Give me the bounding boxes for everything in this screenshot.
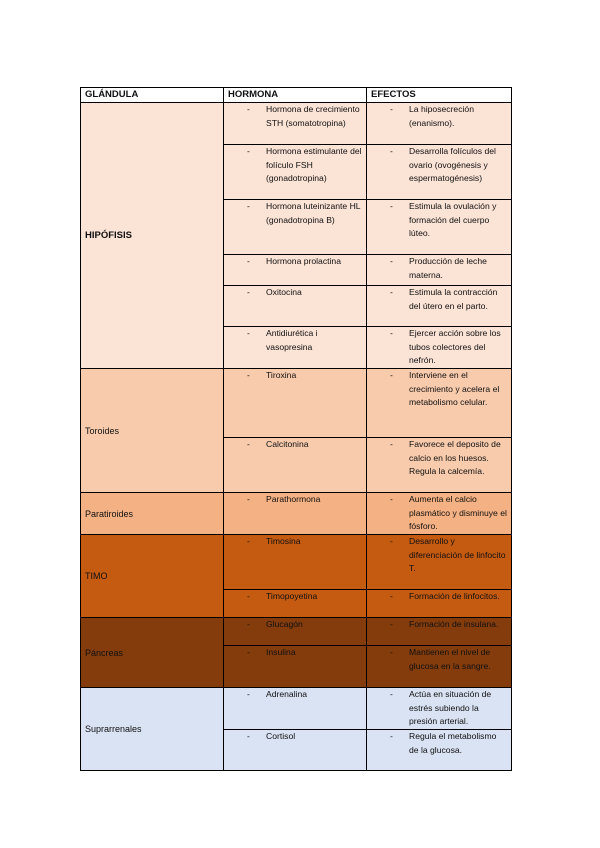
hormone-name: Antidiurética i vasopresina [266,328,318,352]
hormone-name: Timopoyetina [266,591,318,601]
hormone-cell [224,255,367,286]
effect-cell [367,145,512,200]
hormone-cell [224,103,367,145]
bullet-dash: - [247,619,250,629]
effect-text: Interviene en el crecimiento y acelera el metabolismo celular. [409,370,500,408]
bullet-dash: - [390,256,393,266]
bullet-dash: - [390,287,393,297]
effect-text: Favorece el deposito de calcio en los huesos. Regula la calcemía. [409,439,501,477]
bullet-dash: - [390,731,393,741]
hormone-cell [224,618,367,646]
gland-name: TIMO [81,535,224,618]
hormone-name: Hormona estimulante del folículo FSH (gonadotropina) [266,146,362,184]
bullet-dash: - [247,287,250,297]
bullet-dash: - [247,494,250,504]
hormone-cell [224,493,367,535]
hormone-name: Hormona de crecimiento STH (somatotropina) [266,104,360,128]
effect-cell [367,730,512,771]
hormone-cell [224,286,367,327]
bullet-dash: - [247,536,250,546]
header-row [81,88,512,103]
hormone-cell [224,327,367,369]
bullet-dash: - [247,647,250,657]
table-row [81,618,512,646]
bullet-dash: - [247,591,250,601]
effect-cell [367,286,512,327]
header-efectos: EFECTOS [367,88,512,103]
bullet-dash: - [390,146,393,156]
effect-text: Producción de leche materna. [409,256,487,280]
bullet-dash: - [247,256,250,266]
hormone-cell [224,145,367,200]
hormone-name: Cortisol [266,731,296,741]
effect-cell [367,535,512,590]
effect-cell [367,327,512,369]
bullet-dash: - [247,104,250,114]
hormone-cell [224,200,367,255]
bullet-dash: - [247,201,250,211]
hormone-cell [224,438,367,493]
hormone-name: Insulina [266,647,296,657]
hormone-name: Glucagón [266,619,303,629]
effect-text: Aumenta el calcio plasmático y disminuye el fósforo. [409,494,507,532]
bullet-dash: - [390,328,393,338]
table-row [81,103,512,145]
effect-cell [367,103,512,145]
effect-text: Actúa en situación de estrés subiendo la presión arterial. [409,689,492,727]
hormone-cell [224,688,367,730]
effect-text: Desarrollo y diferenciación de linfocito T. [409,536,506,574]
hormone-name: Calcitonina [266,439,309,449]
hormone-cell [224,369,367,438]
bullet-dash: - [390,619,393,629]
bullet-dash: - [390,689,393,699]
table-row [81,369,512,438]
hormone-name: Oxitocina [266,287,302,297]
bullet-dash: - [247,146,250,156]
effect-text: Mantienen el nivel de glucosa en la sangre. [409,647,491,671]
gland-name: HIPÓFISIS [81,103,224,369]
bullet-dash: - [390,591,393,601]
bullet-dash: - [390,201,393,211]
effect-text: La hiposecreción (enanismo). [409,104,474,128]
bullet-dash: - [390,647,393,657]
hormone-table [80,87,512,771]
gland-name: Paratiroides [81,493,224,535]
effect-cell [367,646,512,688]
bullet-dash: - [390,536,393,546]
effect-cell [367,688,512,730]
hormone-name: Hormona luteinizante HL (gonadotropina B) [266,201,361,225]
effect-cell [367,590,512,618]
bullet-dash: - [390,104,393,114]
bullet-dash: - [247,370,250,380]
gland-name: Toroides [81,369,224,493]
hormone-cell [224,535,367,590]
effect-text: Regula el metabolismo de la glucosa. [409,731,497,755]
effect-text: Estimula la ovulación y formación del cuerpo lúteo. [409,201,497,239]
header-glandula: GLÁNDULA [81,88,224,103]
hormone-cell [224,646,367,688]
gland-name: Suprarrenales [81,688,224,771]
bullet-dash: - [247,328,250,338]
bullet-dash: - [390,370,393,380]
hormone-cell [224,590,367,618]
bullet-dash: - [390,494,393,504]
effect-text: Formación de linfocitos. [409,591,500,601]
effect-cell [367,369,512,438]
hormone-name: Timosina [266,536,301,546]
bullet-dash: - [390,439,393,449]
bullet-dash: - [247,731,250,741]
effect-cell [367,438,512,493]
hormone-name: Tiroxina [266,370,297,380]
bullet-dash: - [247,689,250,699]
effect-cell [367,200,512,255]
effect-text: Ejercer acción sobre los tubos colectores del nefrón. [409,328,501,366]
table-row [81,535,512,590]
hormone-name: Adrenalina [266,689,308,699]
bullet-dash: - [247,439,250,449]
gland-name: Páncreas [81,618,224,688]
table-row [81,688,512,730]
effect-text: Estimula la contracción del útero en el parto. [409,287,498,311]
hormone-name: Parathormona [266,494,321,504]
effect-cell [367,493,512,535]
effect-text: Formación de insulana. [409,619,499,629]
effect-cell [367,618,512,646]
effect-cell [367,255,512,286]
header-hormona: HORMONA [224,88,367,103]
hormone-name: Hormona prolactina [266,256,341,266]
table-row [81,493,512,535]
hormone-cell [224,730,367,771]
effect-text: Desarrolla folículos del ovario (ovogénesis y espermatogénesis) [409,146,496,184]
